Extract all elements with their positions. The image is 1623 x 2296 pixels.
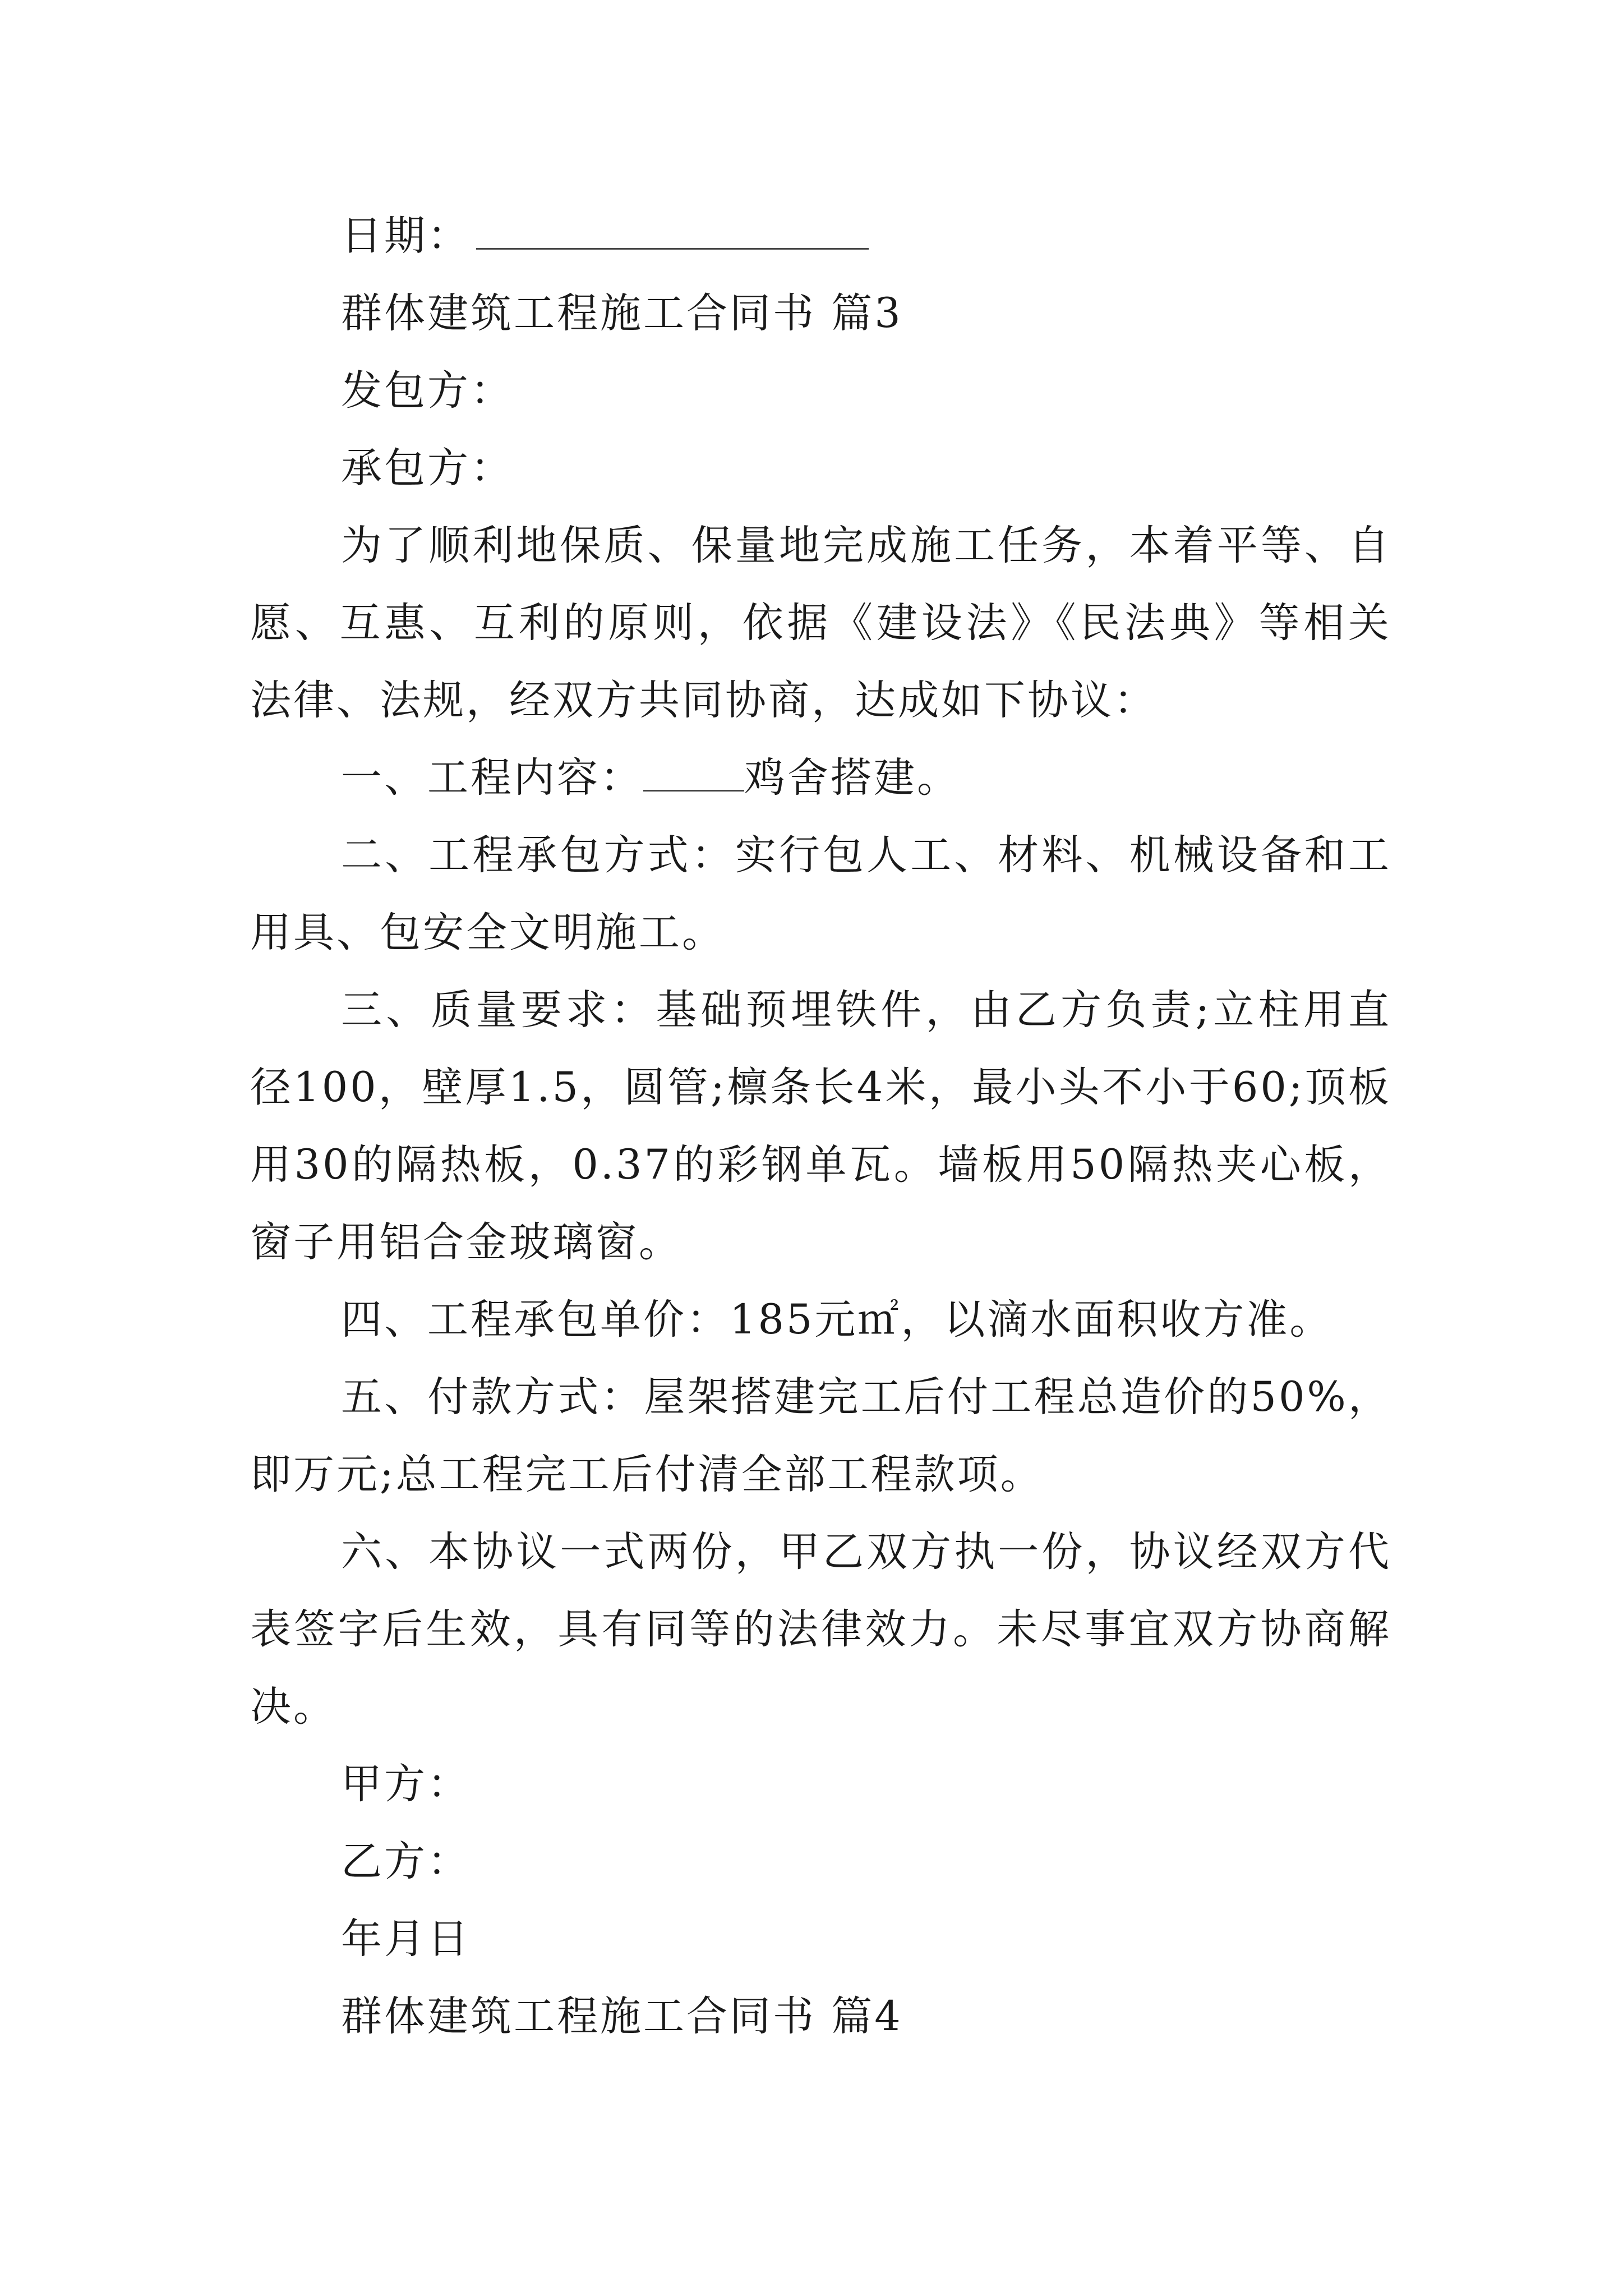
clause-1-prefix: 一、工程内容： [341,754,643,802]
sign-date: 年月日 [341,1915,471,1963]
clause-4: 四、工程承包单价：185元㎡，以滴水面积收方准。 [341,1296,1333,1343]
date-blank [476,214,869,250]
section4-title: 群体建筑工程施工合同书 篇4 [341,1993,903,2040]
date-label: 日期： [341,212,471,260]
clause-2: 二、工程承包方式：实行包人工、材料、机械设备和工用具、包安全文明施工。 [250,831,1391,956]
sign-b: 乙方： [341,1838,471,1885]
party-b-label: 承包方： [341,444,514,492]
document-body [250,197,1391,2055]
clause-6: 六、本协议一式两份，甲乙双方执一份，协议经双方代表签字后生效，具有同等的法律效力。未尽事宜双方协商解决。 [250,1528,1391,1731]
sign-a: 甲方： [341,1760,471,1808]
clause-1 [250,739,1391,817]
clause-5: 五、付款方式：屋架搭建完工后付工程总造价的50%，即万元;总工程完工后付清全部工程款项。 [250,1373,1391,1498]
party-a-label: 发包方： [341,367,514,415]
date-line [250,197,1391,275]
intro-paragraph: 为了顺利地保质、保量地完成施工任务，本着平等、自愿、互惠、互利的原则，依据《建设法》《民法典》等相关法律、法规，经双方共同协商，达成如下协议： [250,522,1391,724]
section3-title: 群体建筑工程施工合同书 篇3 [341,289,903,337]
clause-3: 三、质量要求：基础预埋铁件，由乙方负责;立柱用直径100，壁厚1.5，圆管;檩条长4米，最小头不小于60;顶板用30的隔热板，0.37的彩钢单瓦。墙板用50隔热夹心板，窗子用铝合金玻璃窗。 [250,986,1391,1266]
clause-1-blank [643,756,744,792]
clause-1-suffix: 鸡舍搭建。 [744,754,960,802]
